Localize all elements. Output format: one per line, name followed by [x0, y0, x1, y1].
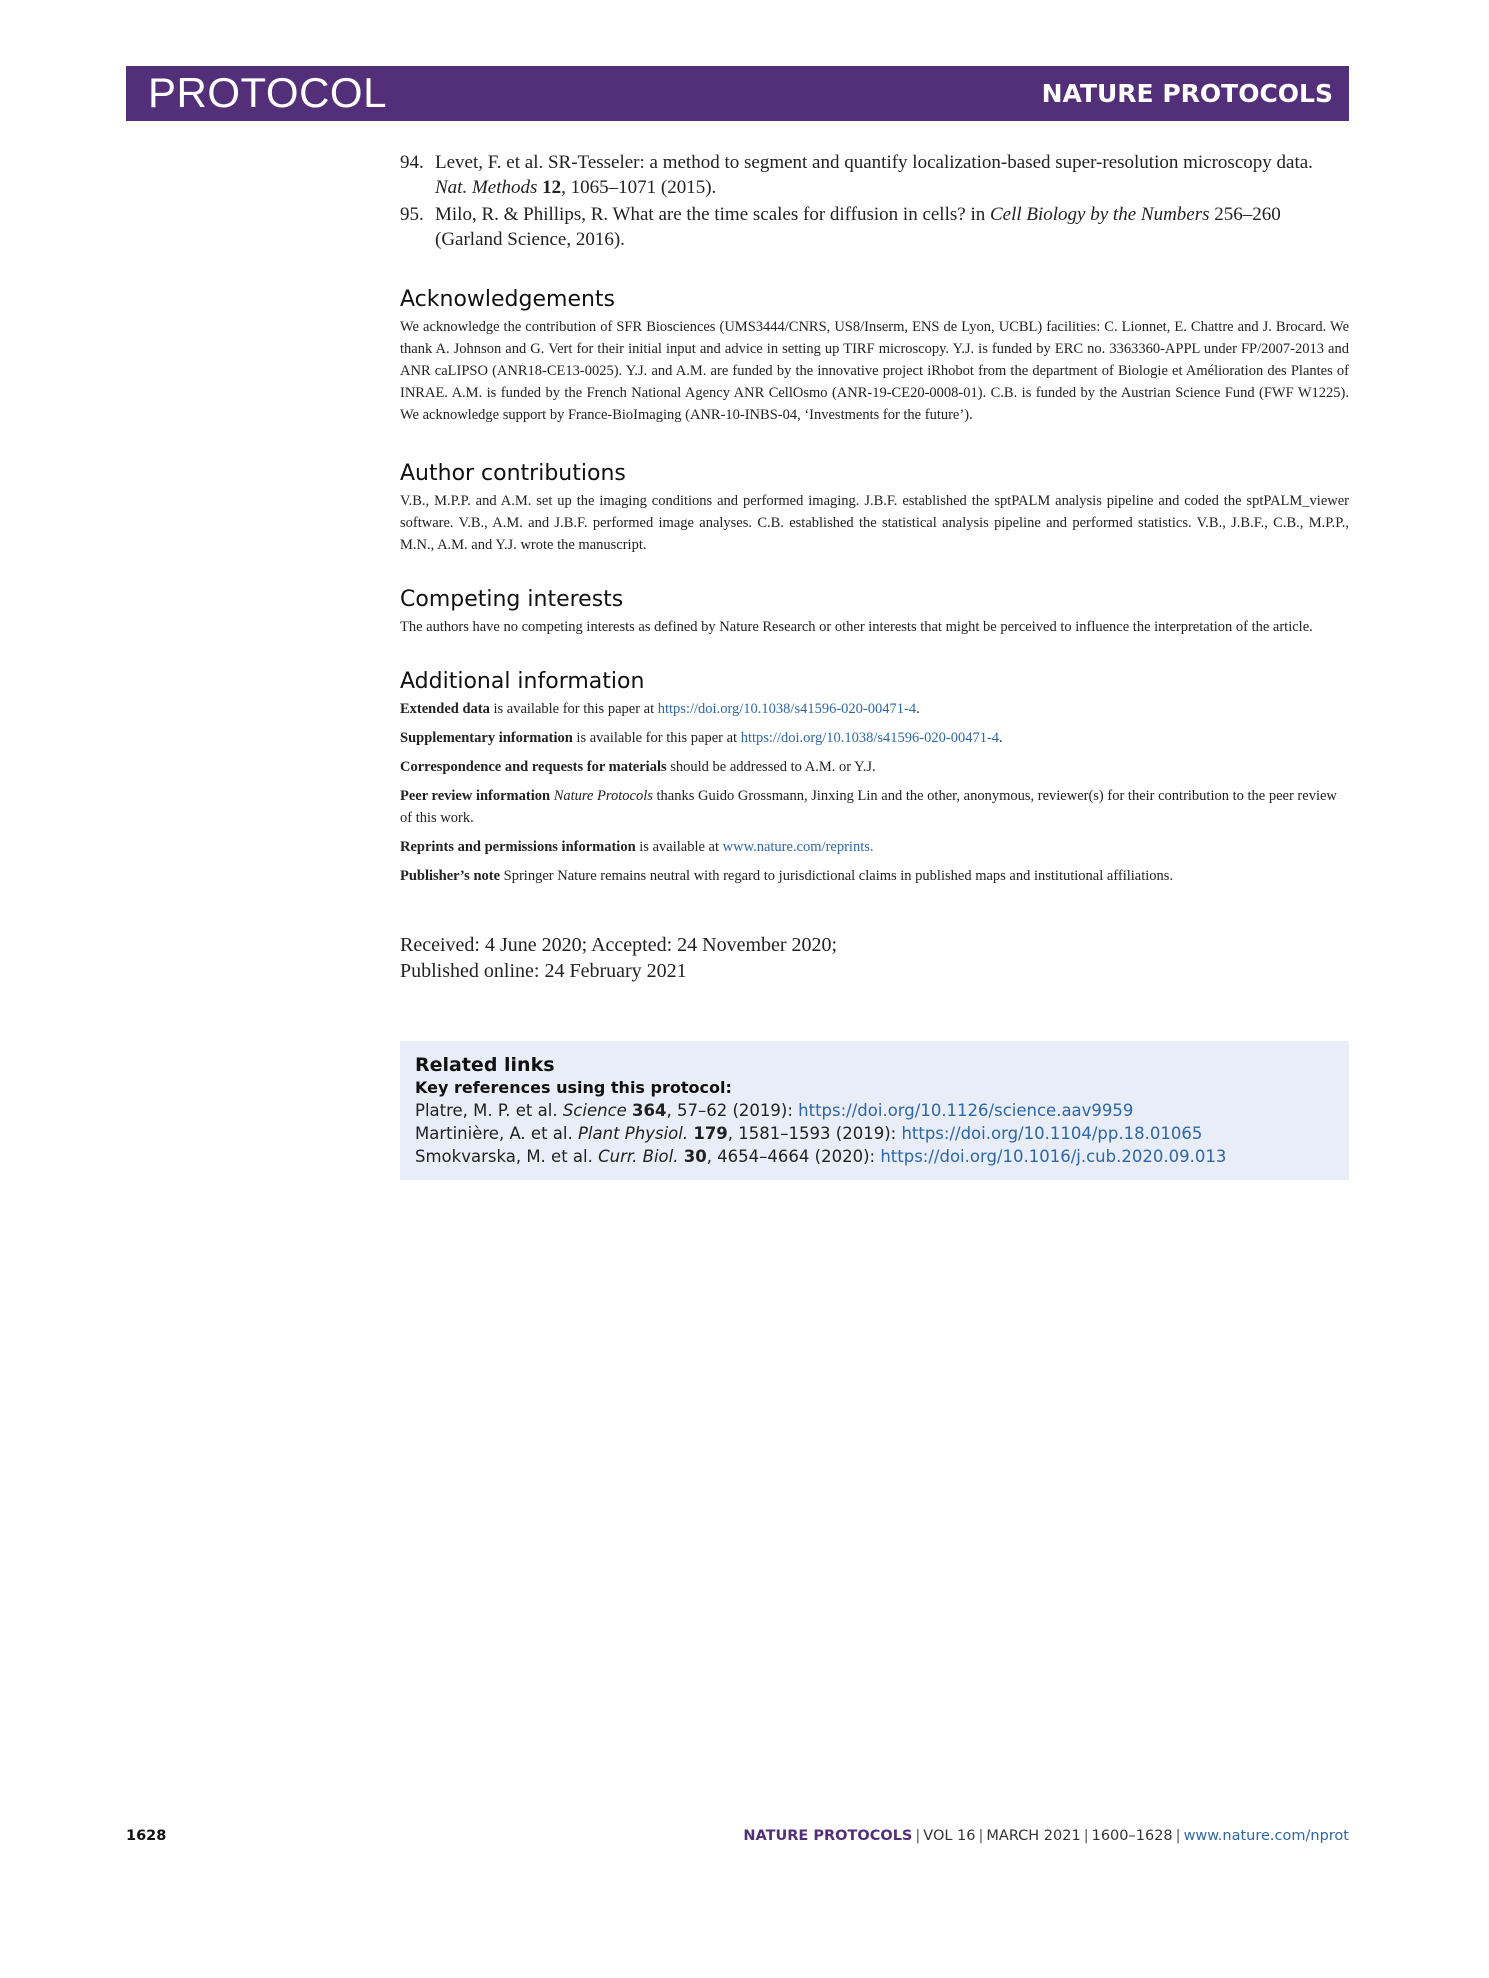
- journal-name-header: NATURE PROTOCOLS: [1041, 79, 1333, 108]
- note-label: Correspondence and requests for materials: [400, 759, 667, 775]
- footer-separator: |: [915, 1828, 921, 1844]
- related-links-subheading: Key references using this protocol:: [415, 1078, 732, 1097]
- footer-separator: |: [1175, 1828, 1181, 1844]
- note-text: Springer Nature remains neutral with regard to jurisdictional claims in published maps and institutional affiliations.: [500, 868, 1174, 884]
- extended-data-link[interactable]: https://doi.org/10.1038/s41596-020-00471-4: [657, 701, 917, 717]
- author-contributions-section: [400, 460, 1349, 556]
- related-volume: 364: [632, 1101, 667, 1120]
- author-contributions-body: V.B., M.P.P. and A.M. set up the imaging conditions and performed imaging. J.B.F. established the sptPALM analysis pipeline and coded the sptPALM_viewer software. V.B., A.M. and J.B.F. performed image analyses. C.B. established the statistical analysis pipeline and performed statistics. V.B., J.B.F., C.B., M.P.P., M.N., A.M. and Y.J. wrote the manuscript.: [400, 493, 1349, 553]
- main-content: [400, 150, 1349, 1180]
- related-reference: [415, 1122, 1334, 1145]
- reference-number: 95.: [400, 204, 424, 225]
- reference-number: 94.: [400, 152, 424, 173]
- reprints-note: [400, 836, 1349, 858]
- correspondence-note: [400, 756, 1349, 778]
- page-footer: [126, 1828, 1349, 1852]
- note-label: Publisher’s note: [400, 868, 501, 884]
- note-label: Reprints and permissions information: [400, 839, 636, 855]
- publisher-note: [400, 865, 1349, 887]
- note-label: Extended data: [400, 701, 490, 717]
- supplementary-information-note: [400, 727, 1349, 749]
- reference-volume: 12: [542, 177, 562, 198]
- related-doi-link[interactable]: https://doi.org/10.1104/pp.18.01065: [901, 1124, 1203, 1143]
- additional-information-section: [400, 668, 1349, 887]
- footer-journal: NATURE PROTOCOLS: [743, 1828, 913, 1844]
- related-doi-link[interactable]: https://doi.org/10.1016/j.cub.2020.09.013: [880, 1147, 1227, 1166]
- related-pages: , 1581–1593 (2019):: [727, 1124, 902, 1143]
- reference-text: Milo, R. & Phillips, R. What are the time scales for diffusion in cells? in: [435, 204, 990, 225]
- note-text: is available at: [635, 839, 723, 855]
- note-text: is available for this paper at: [572, 730, 741, 746]
- competing-interests-body: The authors have no competing interests as defined by Nature Research or other interests that might be perceived to influence the interpretation of the article.: [400, 619, 1313, 635]
- related-links-heading: Related links: [415, 1054, 555, 1076]
- section-type-label: PROTOCOL: [148, 69, 387, 116]
- reference-pages: 256–260 (Garland Science, 2016).: [435, 204, 1281, 250]
- acknowledgements-heading: Acknowledgements: [400, 287, 616, 312]
- received-accepted-dates: Received: 4 June 2020; Accepted: 24 November 2020;: [400, 934, 838, 956]
- reference-pages: , 1065–1071 (2015).: [561, 177, 717, 198]
- reference-list: [400, 150, 1349, 252]
- acknowledgements-section: [400, 286, 1349, 426]
- publication-dates: [400, 932, 1349, 984]
- reprints-link[interactable]: www.nature.com/reprints.: [722, 839, 874, 855]
- reference-text: Levet, F. et al. SR-Tesseler: a method to segment and quantify localization-based super-resolution microscopy data.: [435, 152, 1313, 173]
- related-authors: Martinière, A. et al.: [415, 1124, 578, 1143]
- related-journal: Plant Physiol.: [577, 1124, 689, 1143]
- reference-item: [400, 202, 1349, 252]
- competing-interests-heading: Competing interests: [400, 587, 624, 612]
- extended-data-note: [400, 698, 1349, 720]
- related-volume: 30: [683, 1147, 707, 1166]
- author-contributions-heading: Author contributions: [400, 461, 626, 486]
- page-number: 1628: [126, 1828, 167, 1844]
- note-label: Peer review information: [400, 788, 551, 804]
- reference-journal: Nat. Methods: [435, 177, 538, 198]
- related-authors: Smokvarska, M. et al.: [415, 1147, 599, 1166]
- supplementary-information-link[interactable]: https://doi.org/10.1038/s41596-020-00471-4: [740, 730, 1000, 746]
- page-header: [126, 66, 1349, 121]
- note-end: .: [999, 730, 1003, 746]
- note-label: Supplementary information: [400, 730, 573, 746]
- note-end: .: [916, 701, 920, 717]
- published-online-date: Published online: 24 February 2021: [400, 960, 687, 982]
- footer-separator: |: [978, 1828, 984, 1844]
- note-text: is available for this paper at: [489, 701, 658, 717]
- footer-volume: VOL 16: [923, 1828, 976, 1844]
- footer-citation: [743, 1828, 1349, 1844]
- related-journal: Science: [562, 1101, 627, 1120]
- reference-book: Cell Biology by the Numbers: [989, 204, 1210, 225]
- related-pages: , 57–62 (2019):: [666, 1101, 799, 1120]
- acknowledgements-body: We acknowledge the contribution of SFR Biosciences (UMS3444/CNRS, US8/Inserm, ENS de Lyon, UCBL) facilities: C. Lionnet, E. Chattre and J. Brocard. We thank A. Johnson and G. Vert for their initial input and advice in setting up TIRF microscopy. Y.J. is funded by ERC no. 3363360-APPL under FP/2007-2013 and ANR caLIPSO (ANR18-CE13-0025). Y.J. and A.M. are funded by the innovative project iRhobot from the department of Biologie et Amélioration des Plantes of INRAE. A.M. is funded by the French National Agency ANR CellOsmo (ANR-19-CE20-0008-01). C.B. is funded by the Austrian Science Fund (FWF W1225). We acknowledge support by France-BioImaging (ANR-10-INBS-04, ‘Investments for the future’).: [400, 319, 1349, 423]
- related-volume: 179: [693, 1124, 728, 1143]
- related-reference: [415, 1099, 1334, 1122]
- note-text: thanks Guido Grossmann, Jinxing Lin and the other, anonymous, reviewer(s) for their contribution to the peer review of this work.: [400, 788, 1337, 826]
- footer-pages: 1600–1628: [1091, 1828, 1173, 1844]
- related-doi-link[interactable]: https://doi.org/10.1126/science.aav9959: [798, 1101, 1134, 1120]
- footer-separator: |: [1083, 1828, 1089, 1844]
- related-authors: Platre, M. P. et al.: [415, 1101, 563, 1120]
- journal-name: Nature Protocols: [553, 788, 653, 804]
- footer-journal-link[interactable]: www.nature.com/nprot: [1183, 1828, 1349, 1844]
- related-journal: Curr. Biol.: [598, 1147, 679, 1166]
- related-links-box: [400, 1041, 1349, 1180]
- additional-information-heading: Additional information: [400, 669, 645, 694]
- reference-item: [400, 150, 1349, 200]
- footer-date: MARCH 2021: [986, 1828, 1081, 1844]
- peer-review-note: [400, 785, 1349, 829]
- note-text: should be addressed to A.M. or Y.J.: [666, 759, 876, 775]
- related-reference: [415, 1145, 1334, 1168]
- competing-interests-section: [400, 586, 1349, 638]
- related-pages: , 4654–4664 (2020):: [706, 1147, 881, 1166]
